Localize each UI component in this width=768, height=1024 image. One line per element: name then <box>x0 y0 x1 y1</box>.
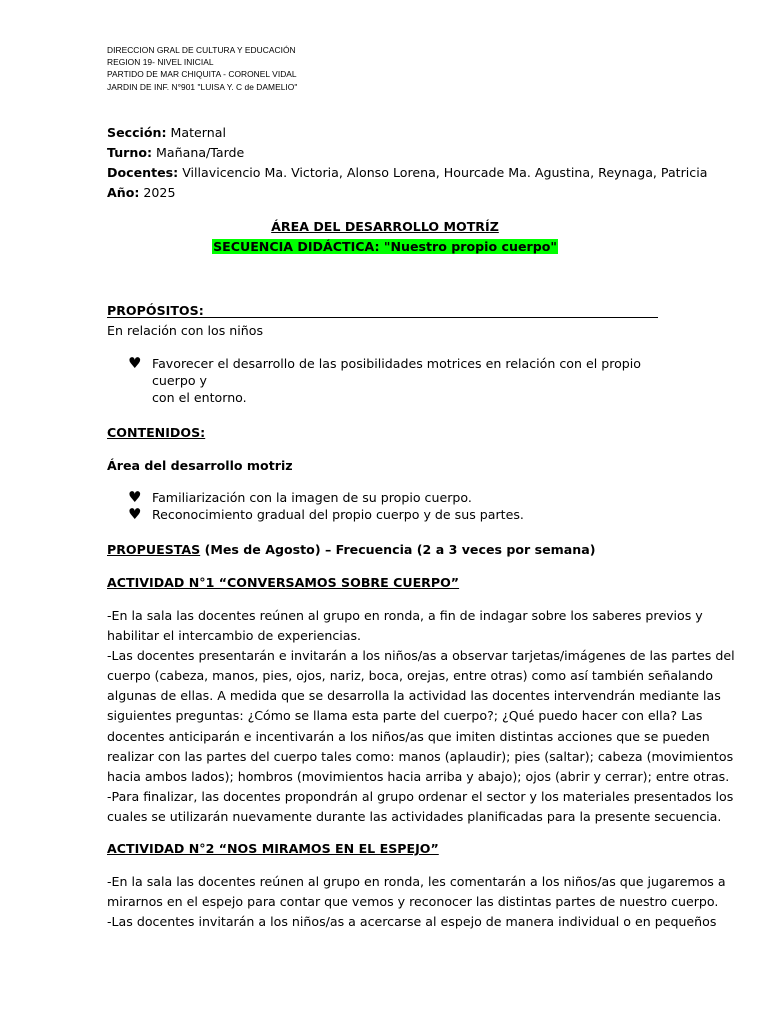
contenidos-list <box>107 489 667 523</box>
anio-value: 2025 <box>139 185 176 200</box>
paragraph-line: siguientes preguntas: ¿Cómo se llama esta parte del cuerpo?; ¿Qué puedo hacer con ella? Las <box>107 708 703 724</box>
list-item <box>107 489 667 506</box>
turno-value: Mañana/Tarde <box>152 145 245 160</box>
list-item-text: con el entorno. <box>152 390 247 405</box>
docentes-label: Docentes: <box>107 165 179 180</box>
seccion-value: Maternal <box>166 125 226 140</box>
seccion-row <box>107 123 663 143</box>
paragraph-line: habilitar el intercambio de experiencias. <box>107 628 362 644</box>
actividad2-body <box>107 872 726 932</box>
paragraph-line: -En la sala las docentes reúnen al grupo en ronda, a fin de indagar sobre los saberes previos y <box>107 608 703 623</box>
paragraph-line: -Para finalizar, las docentes propondrán al grupo ordenar el sector y los materiales presentados los <box>107 788 734 804</box>
propuestas-row <box>107 540 667 560</box>
heart-bullet-icon: ♥ <box>128 505 142 523</box>
propuestas-label: PROPUESTAS <box>107 542 201 557</box>
heart-bullet-icon: ♥ <box>128 488 142 506</box>
paragraph-line: -Las docentes invitarán a los niños/as a acercarse al espejo de manera individual o en pequeños <box>107 914 717 930</box>
heart-bullet-icon: ♥ <box>128 354 142 372</box>
actividad2-title-row <box>107 839 667 859</box>
contenidos-subheading: Área del desarrollo motriz <box>107 458 293 473</box>
propositos-underline <box>107 317 658 318</box>
paragraph-line: docentes anticiparán e incentivarán a los niños/as que imiten distintas acciones que se pueden <box>107 728 710 744</box>
secuencia-title: SECUENCIA DIDÁCTICA: "Nuestro propio cuerpo" <box>213 239 557 254</box>
paragraph-line: mirarnos en el espejo para contar que vemos y reconocer las distintas partes de nuestro cuerpo. <box>107 894 719 910</box>
paragraph-line: hacia ambos lados); hombros (movimientos hacia arriba y abajo); ojos (abrir y cerrar); entre otras. <box>107 768 730 784</box>
paragraph-line: algunas de ellas. A medida que se desarrolla la actividad las docentes intervendrán mediante las <box>107 688 721 704</box>
propositos-heading: PROPÓSITOS: <box>107 303 204 318</box>
contenidos-heading: CONTENIDOS: <box>107 425 206 440</box>
paragraph-line: -Las docentes presentarán e invitarán a los niños/as a observar tarjetas/imágenes de las partes del <box>107 648 735 664</box>
header-line: DIRECCION GRAL DE CULTURA Y EDUCACIÓN <box>107 45 296 55</box>
secuencia-title-row <box>107 237 663 257</box>
paragraph-line: realizar con las partes del cuerpo tales como: manos (aplaudir); pies (saltar); cabeza (movimientos <box>107 748 734 764</box>
anio-row <box>107 183 663 203</box>
turno-label: Turno: <box>107 145 153 160</box>
actividad2-title: ACTIVIDAD N°2 “NOS MIRAMOS EN EL ESPEJO” <box>107 841 439 856</box>
area-title-row <box>107 217 663 237</box>
docentes-value: Villavicencio Ma. Victoria, Alonso Lorena, Hourcade Ma. Agustina, Reynaga, Patricia <box>178 165 708 180</box>
header-line: PARTIDO DE MAR CHIQUITA - CORONEL VIDAL <box>107 69 297 80</box>
propositos-intro: En relación con los niños <box>107 323 264 338</box>
propositos-list <box>107 355 667 406</box>
list-item-text: Favorecer el desarrollo de las posibilidades motrices en relación con el propio cuerpo y <box>152 356 641 388</box>
list-item <box>107 506 667 523</box>
info-block <box>107 123 708 257</box>
actividad1-body <box>107 606 735 827</box>
header-line: JARDIN DE INF. N°901 "LUISA Y. C de DAMELIO" <box>107 81 298 92</box>
list-item-text: Familiarización con la imagen de su propio cuerpo. <box>152 490 472 505</box>
list-item <box>107 355 667 406</box>
turno-row <box>107 143 663 163</box>
seccion-label: Sección: <box>107 125 167 140</box>
list-item-text: Reconocimiento gradual del propio cuerpo y de sus partes. <box>152 507 524 522</box>
anio-label: Año: <box>107 185 140 200</box>
area-title: ÁREA DEL DESARROLLO MOTRÍZ <box>271 219 499 234</box>
paragraph-line: cuales se utilizarán nuevamente durante las actividades planificadas para la presente secuencia. <box>107 808 722 824</box>
header-line: REGION 19- NIVEL INICIAL <box>107 57 214 68</box>
paragraph-line: -En la sala las docentes reúnen al grupo en ronda, les comentarán a los niños/as que jugaremos a <box>107 874 726 889</box>
actividad1-title-row <box>107 573 667 593</box>
institution-header <box>107 44 297 93</box>
actividad1-title: ACTIVIDAD N°1 “CONVERSAMOS SOBRE CUERPO” <box>107 575 460 590</box>
paragraph-line: cuerpo (cabeza, manos, pies, ojos, nariz, boca, orejas, entre otras) como así también señalando <box>107 668 713 684</box>
docentes-row <box>107 163 708 183</box>
contenidos-section <box>107 423 667 523</box>
propuestas-detail: (Mes de Agosto) – Frecuencia (2 a 3 veces por semana) <box>200 542 596 557</box>
